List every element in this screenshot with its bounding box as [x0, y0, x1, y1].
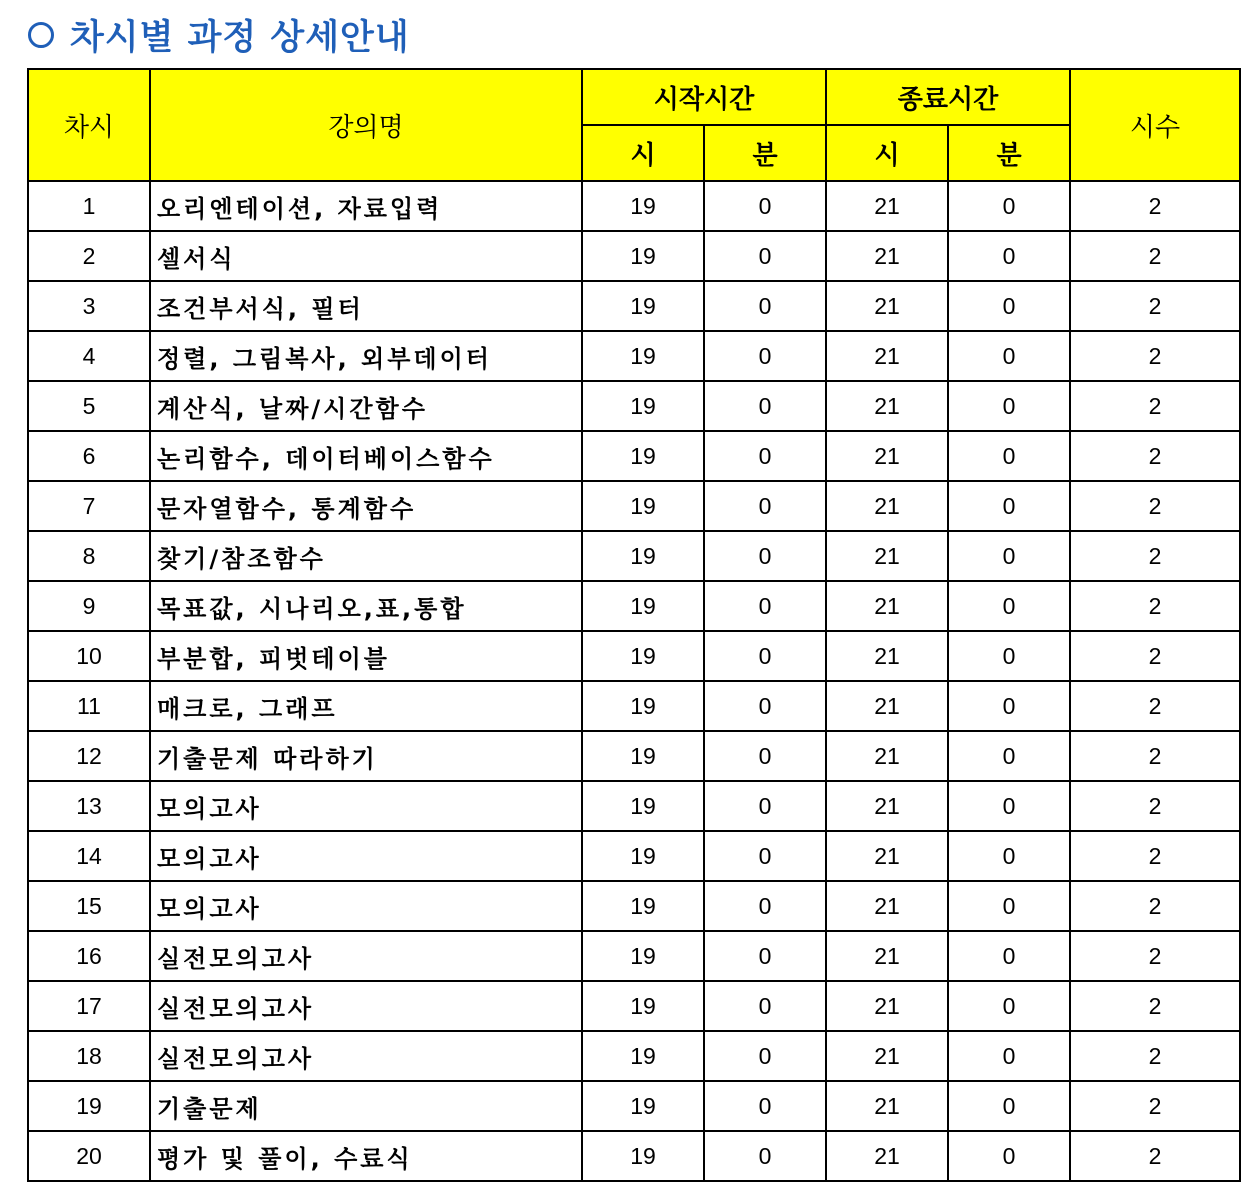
cell-start-hour: 19	[582, 631, 704, 681]
cell-start-minute: 0	[704, 681, 826, 731]
cell-start-minute: 0	[704, 781, 826, 831]
cell-hours: 2	[1070, 231, 1240, 281]
cell-lecture: 목표값, 시나리오,표,통합	[150, 581, 582, 631]
cell-session: 7	[28, 481, 150, 531]
cell-end-minute: 0	[948, 1131, 1070, 1181]
cell-session: 3	[28, 281, 150, 331]
cell-end-hour: 21	[826, 581, 948, 631]
cell-lecture: 부분합, 피벗테이블	[150, 631, 582, 681]
cell-lecture: 논리함수, 데이터베이스함수	[150, 431, 582, 481]
cell-end-minute: 0	[948, 631, 1070, 681]
cell-end-hour: 21	[826, 281, 948, 331]
cell-start-hour: 19	[582, 931, 704, 981]
cell-start-minute: 0	[704, 1131, 826, 1181]
cell-hours: 2	[1070, 431, 1240, 481]
cell-start-minute: 0	[704, 231, 826, 281]
header-start-hour: 시	[582, 125, 704, 181]
page-title	[28, 10, 410, 60]
cell-start-minute: 0	[704, 631, 826, 681]
cell-start-hour: 19	[582, 431, 704, 481]
cell-end-hour: 21	[826, 681, 948, 731]
cell-end-hour: 21	[826, 1131, 948, 1181]
cell-lecture: 실전모의고사	[150, 981, 582, 1031]
table-row	[28, 631, 1240, 681]
cell-end-minute: 0	[948, 281, 1070, 331]
cell-lecture: 정렬, 그림복사, 외부데이터	[150, 331, 582, 381]
cell-hours: 2	[1070, 731, 1240, 781]
cell-end-minute: 0	[948, 181, 1070, 231]
cell-lecture: 모의고사	[150, 881, 582, 931]
cell-start-hour: 19	[582, 681, 704, 731]
cell-session: 1	[28, 181, 150, 231]
header-row-1	[28, 69, 1240, 125]
cell-end-minute: 0	[948, 881, 1070, 931]
table-body	[28, 181, 1240, 1181]
cell-lecture: 실전모의고사	[150, 1031, 582, 1081]
cell-lecture: 평가 및 풀이, 수료식	[150, 1131, 582, 1181]
cell-end-hour: 21	[826, 481, 948, 531]
cell-session: 15	[28, 881, 150, 931]
cell-end-minute: 0	[948, 681, 1070, 731]
cell-session: 9	[28, 581, 150, 631]
cell-session: 20	[28, 1131, 150, 1181]
table-row	[28, 1131, 1240, 1181]
cell-session: 14	[28, 831, 150, 881]
cell-lecture: 계산식, 날짜/시간함수	[150, 381, 582, 431]
cell-end-hour: 21	[826, 981, 948, 1031]
table-row	[28, 881, 1240, 931]
cell-lecture: 셀서식	[150, 231, 582, 281]
cell-start-minute: 0	[704, 931, 826, 981]
cell-hours: 2	[1070, 481, 1240, 531]
cell-lecture: 모의고사	[150, 781, 582, 831]
table-row	[28, 231, 1240, 281]
cell-end-minute: 0	[948, 731, 1070, 781]
cell-end-hour: 21	[826, 381, 948, 431]
cell-end-hour: 21	[826, 231, 948, 281]
table-row	[28, 981, 1240, 1031]
cell-start-hour: 19	[582, 1131, 704, 1181]
cell-end-minute: 0	[948, 1081, 1070, 1131]
cell-lecture: 기출문제 따라하기	[150, 731, 582, 781]
cell-lecture: 매크로, 그래프	[150, 681, 582, 731]
cell-end-hour: 21	[826, 631, 948, 681]
table-row	[28, 731, 1240, 781]
cell-start-minute: 0	[704, 881, 826, 931]
course-schedule-table	[27, 68, 1241, 1182]
cell-start-minute: 0	[704, 1081, 826, 1131]
table-row	[28, 781, 1240, 831]
table-row	[28, 481, 1240, 531]
cell-hours: 2	[1070, 331, 1240, 381]
header-end-time: 종료시간	[826, 69, 1070, 125]
cell-end-hour: 21	[826, 1031, 948, 1081]
cell-session: 17	[28, 981, 150, 1031]
cell-end-hour: 21	[826, 931, 948, 981]
header-end-minute: 분	[948, 125, 1070, 181]
cell-session: 6	[28, 431, 150, 481]
cell-start-minute: 0	[704, 281, 826, 331]
cell-session: 19	[28, 1081, 150, 1131]
cell-start-minute: 0	[704, 181, 826, 231]
cell-lecture: 기출문제	[150, 1081, 582, 1131]
cell-lecture: 실전모의고사	[150, 931, 582, 981]
cell-start-minute: 0	[704, 331, 826, 381]
cell-lecture: 오리엔테이션, 자료입력	[150, 181, 582, 231]
cell-end-minute: 0	[948, 781, 1070, 831]
cell-hours: 2	[1070, 781, 1240, 831]
cell-start-hour: 19	[582, 531, 704, 581]
cell-start-hour: 19	[582, 281, 704, 331]
cell-hours: 2	[1070, 181, 1240, 231]
cell-start-minute: 0	[704, 981, 826, 1031]
cell-end-hour: 21	[826, 881, 948, 931]
header-lecture: 강의명	[150, 69, 582, 181]
cell-end-hour: 21	[826, 731, 948, 781]
cell-session: 4	[28, 331, 150, 381]
cell-end-hour: 21	[826, 531, 948, 581]
cell-hours: 2	[1070, 581, 1240, 631]
cell-start-hour: 19	[582, 231, 704, 281]
table-row	[28, 381, 1240, 431]
cell-hours: 2	[1070, 1131, 1240, 1181]
cell-end-hour: 21	[826, 431, 948, 481]
table-row	[28, 331, 1240, 381]
cell-start-minute: 0	[704, 381, 826, 431]
circle-bullet-icon	[28, 22, 54, 48]
cell-session: 13	[28, 781, 150, 831]
cell-start-minute: 0	[704, 431, 826, 481]
cell-end-hour: 21	[826, 331, 948, 381]
cell-hours: 2	[1070, 381, 1240, 431]
header-session: 차시	[28, 69, 150, 181]
cell-start-hour: 19	[582, 481, 704, 531]
cell-start-minute: 0	[704, 581, 826, 631]
table-row	[28, 1081, 1240, 1131]
cell-start-hour: 19	[582, 1031, 704, 1081]
header-end-hour: 시	[826, 125, 948, 181]
cell-end-minute: 0	[948, 931, 1070, 981]
table-row	[28, 681, 1240, 731]
cell-hours: 2	[1070, 281, 1240, 331]
cell-end-hour: 21	[826, 1081, 948, 1131]
table-row	[28, 931, 1240, 981]
cell-end-minute: 0	[948, 581, 1070, 631]
cell-start-minute: 0	[704, 1031, 826, 1081]
cell-start-hour: 19	[582, 831, 704, 881]
cell-end-minute: 0	[948, 981, 1070, 1031]
cell-hours: 2	[1070, 631, 1240, 681]
table-row	[28, 181, 1240, 231]
cell-lecture: 모의고사	[150, 831, 582, 881]
cell-session: 16	[28, 931, 150, 981]
cell-lecture: 문자열함수, 통계함수	[150, 481, 582, 531]
cell-end-minute: 0	[948, 831, 1070, 881]
table-row	[28, 431, 1240, 481]
header-start-time: 시작시간	[582, 69, 826, 125]
cell-hours: 2	[1070, 531, 1240, 581]
cell-hours: 2	[1070, 931, 1240, 981]
cell-start-hour: 19	[582, 781, 704, 831]
cell-start-minute: 0	[704, 731, 826, 781]
cell-hours: 2	[1070, 681, 1240, 731]
cell-hours: 2	[1070, 981, 1240, 1031]
cell-start-hour: 19	[582, 381, 704, 431]
cell-lecture: 찾기/참조함수	[150, 531, 582, 581]
table-row	[28, 531, 1240, 581]
page-title-text: 차시별 과정 상세안내	[70, 18, 410, 58]
header-hours: 시수	[1070, 69, 1240, 181]
cell-hours: 2	[1070, 1081, 1240, 1131]
cell-session: 5	[28, 381, 150, 431]
cell-session: 10	[28, 631, 150, 681]
cell-session: 11	[28, 681, 150, 731]
cell-start-hour: 19	[582, 1081, 704, 1131]
cell-end-minute: 0	[948, 431, 1070, 481]
cell-hours: 2	[1070, 831, 1240, 881]
cell-start-hour: 19	[582, 581, 704, 631]
cell-start-hour: 19	[582, 881, 704, 931]
cell-end-hour: 21	[826, 831, 948, 881]
table-row	[28, 581, 1240, 631]
table-row	[28, 281, 1240, 331]
cell-start-minute: 0	[704, 531, 826, 581]
cell-session: 18	[28, 1031, 150, 1081]
cell-session: 12	[28, 731, 150, 781]
header-start-minute: 분	[704, 125, 826, 181]
cell-start-minute: 0	[704, 481, 826, 531]
cell-hours: 2	[1070, 881, 1240, 931]
cell-end-minute: 0	[948, 331, 1070, 381]
cell-end-minute: 0	[948, 381, 1070, 431]
cell-start-minute: 0	[704, 831, 826, 881]
cell-end-minute: 0	[948, 1031, 1070, 1081]
cell-start-hour: 19	[582, 731, 704, 781]
cell-end-hour: 21	[826, 181, 948, 231]
cell-end-minute: 0	[948, 481, 1070, 531]
cell-session: 2	[28, 231, 150, 281]
cell-session: 8	[28, 531, 150, 581]
cell-end-hour: 21	[826, 781, 948, 831]
cell-hours: 2	[1070, 1031, 1240, 1081]
cell-lecture: 조건부서식, 필터	[150, 281, 582, 331]
table-row	[28, 1031, 1240, 1081]
cell-start-hour: 19	[582, 981, 704, 1031]
table-row	[28, 831, 1240, 881]
cell-start-hour: 19	[582, 181, 704, 231]
cell-end-minute: 0	[948, 231, 1070, 281]
cell-end-minute: 0	[948, 531, 1070, 581]
cell-start-hour: 19	[582, 331, 704, 381]
